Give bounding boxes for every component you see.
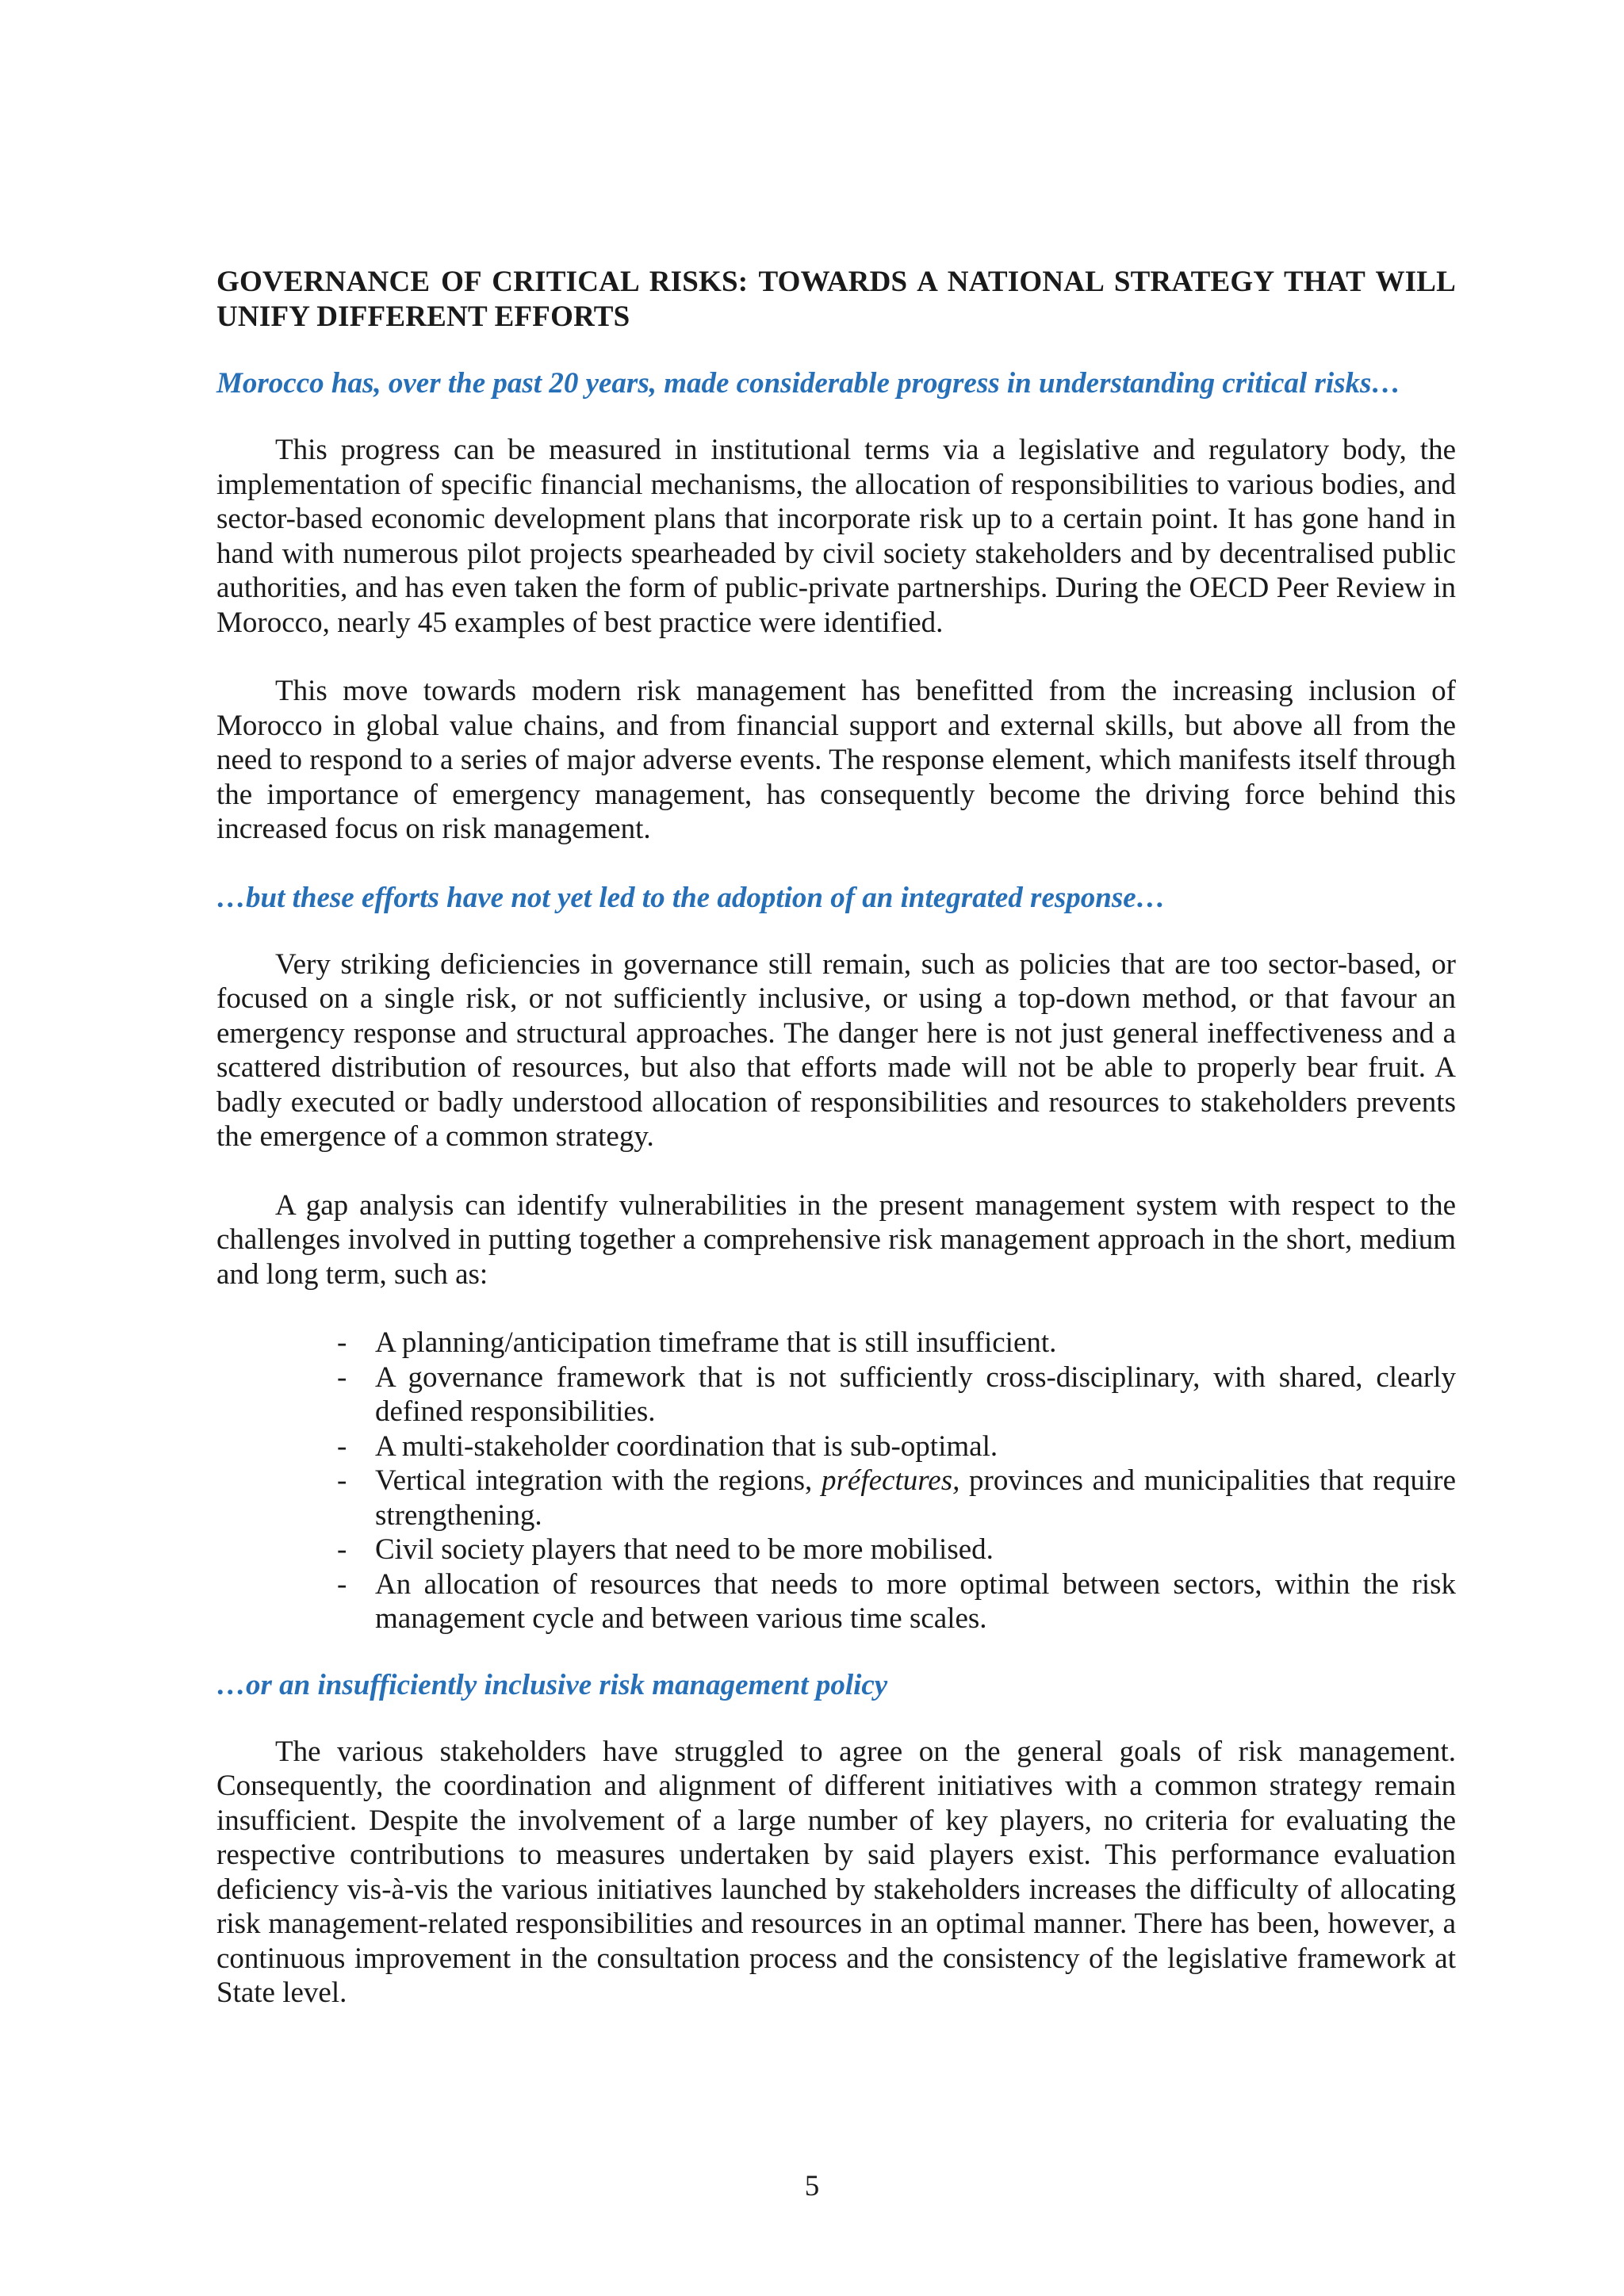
list-item-text: An allocation of resources that needs to more optimal between sectors, within the risk management cycle and between various time scales. <box>375 1567 1456 1635</box>
bullet-dash: - <box>337 1326 347 1359</box>
bullet-list <box>216 1326 1456 1636</box>
paragraph: Very striking deficiencies in governance still remain, such as policies that are too sector-based, or focused on a single risk, or not sufficiently inclusive, or using a top-down method, or that favour an emergency response and structural approaches. The danger here is not just general ineffectiveness and a scattered distribution of resources, but also that efforts made will not be able to properly bear fruit. A badly executed or badly understood allocation of responsibilities and resources to stakeholders prevents the emergence of a common strategy. <box>216 947 1456 1153</box>
list-item-text: A multi-stakeholder coordination that is sub-optimal. <box>375 1429 998 1463</box>
list-item-text-after: provinces and municipalities that require strengthening. <box>375 1464 1456 1532</box>
paragraph: The various stakeholders have struggled to agree on the general goals of risk management. Consequently, the coordination and alignment of different initiatives with a common strategy remain insufficient. Despite the involvement of a large number of key players, no criteria for evaluating the respective contributions to measures undertaken by said players exist. This performance evaluation deficiency vis-à-vis the various initiatives launched by stakeholders increases the difficulty of allocating risk management-related responsibilities and resources in an optimal manner. There has been, however, a continuous improvement in the consultation process and the consistency of the legislative framework at State level. <box>216 1735 1456 2009</box>
list-item-italic: préfectures, <box>822 1464 960 1497</box>
list-item <box>337 1429 1456 1464</box>
document-page <box>216 265 1456 2045</box>
bullet-dash: - <box>337 1429 347 1463</box>
section-heading-integrated-response: …but these efforts have not yet led to the adoption of an integrated response… <box>216 881 1166 914</box>
paragraph: A gap analysis can identify vulnerabilities in the present management system with respect to the challenges involved in putting together a comprehensive risk management approach in the short, medium and long term, such as: <box>216 1188 1456 1291</box>
list-item-text-before: Vertical integration with the regions, <box>375 1464 822 1497</box>
paragraph: This progress can be measured in institutional terms via a legislative and regulatory body, the implementation of specific financial mechanisms, the allocation of responsibilities to various bodies, and sector-based economic development plans that incorporate risk up to a certain point. It has gone hand in hand with numerous pilot projects spearheaded by civil society stakeholders and by decentralised public authorities, and has even taken the form of public-private partnerships. During the OECD Peer Review in Morocco, nearly 45 examples of best practice were identified. <box>216 434 1456 639</box>
bullet-dash: - <box>337 1533 347 1566</box>
document-title: GOVERNANCE OF CRITICAL RISKS: TOWARDS A NATIONAL STRATEGY THAT WILL UNIFY DIFFERENT EFFORTS <box>216 266 1456 333</box>
list-item <box>337 1360 1456 1429</box>
list-item-text: Civil society players that need to be more mobilised. <box>375 1533 994 1566</box>
bullet-dash: - <box>337 1360 347 1394</box>
list-item <box>337 1326 1456 1360</box>
section-heading-inclusive-policy: …or an insufficiently inclusive risk management policy <box>216 1668 888 1701</box>
page-number: 5 <box>804 2170 820 2202</box>
section-heading-progress: Morocco has, over the past 20 years, made considerable progress in understanding critical risks… <box>216 367 1401 400</box>
list-item <box>337 1533 1456 1567</box>
list-item-text: A planning/anticipation timeframe that is still insufficient. <box>375 1326 1057 1359</box>
bullet-dash: - <box>337 1464 347 1497</box>
list-item <box>337 1567 1456 1636</box>
bullet-dash: - <box>337 1567 347 1601</box>
list-item-text: A governance framework that is not sufficiently cross-disciplinary, with shared, clearly defined responsibilities. <box>375 1360 1456 1428</box>
paragraph: This move towards modern risk management has benefitted from the increasing inclusion of Morocco in global value chains, and from financial support and external skills, but above all from the need to respond to a series of major adverse events. The response element, which manifests itself through the importance of emergency management, has consequently become the driving force behind this increased focus on risk management. <box>216 675 1456 845</box>
list-item <box>337 1464 1456 1533</box>
